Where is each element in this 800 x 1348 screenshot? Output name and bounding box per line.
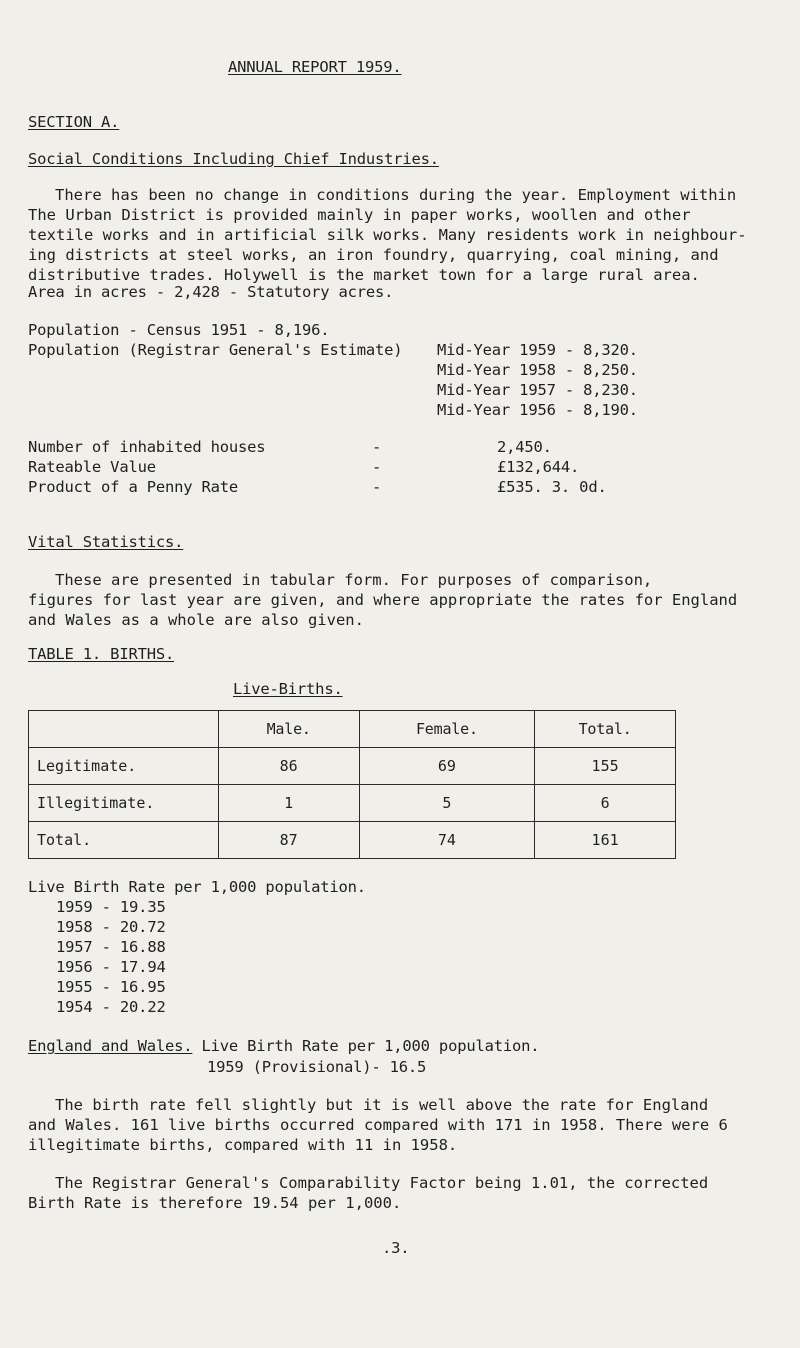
vital-line: figures for last year are given, and where appropriate the rates for England (28, 591, 738, 609)
england-wales-label: England and Wales. (28, 1037, 193, 1055)
factor-line: Birth Rate is therefore 19.54 per 1,000. (28, 1194, 402, 1212)
population-estimate-1959: Mid-Year 1959 - 8,320. (437, 341, 638, 359)
table-cell: 86 (218, 748, 359, 785)
table-row (29, 822, 676, 859)
england-wales-line (28, 1037, 539, 1055)
intro-paragraph (28, 185, 747, 285)
fact-label: Rateable Value (28, 458, 156, 476)
intro-line: distributive trades. Holywell is the market town for a large rural area. (28, 266, 700, 284)
fact-value: £132,644. (497, 458, 580, 476)
england-wales-provisional: 1959 (Provisional)- 16.5 (207, 1058, 427, 1076)
population-estimate-1957: Mid-Year 1957 - 8,230. (437, 381, 638, 399)
fact-value: £535. 3. 0d. (497, 478, 607, 496)
table-row-label: Legitimate. (29, 748, 219, 785)
factor-paragraph (28, 1173, 728, 1213)
table-heading: TABLE 1. BIRTHS. (28, 645, 175, 663)
table-cell: 6 (535, 785, 676, 822)
england-wales-text: Live Birth Rate per 1,000 population. (192, 1037, 540, 1055)
table-header-row (29, 711, 676, 748)
table-row (29, 748, 676, 785)
table-row (29, 785, 676, 822)
vital-line: and Wales as a whole are also given. (28, 611, 364, 629)
population-estimate-1958: Mid-Year 1958 - 8,250. (437, 361, 638, 379)
subsection-heading: Social Conditions Including Chief Industries. (28, 150, 439, 168)
comment-line: and Wales. 161 live births occurred compared with 171 in 1958. There were 6 (28, 1116, 728, 1134)
population-census: Population - Census 1951 - 8,196. (28, 321, 330, 339)
fact-label: Product of a Penny Rate (28, 478, 239, 496)
fact-dash: - (372, 438, 382, 456)
intro-line: There has been no change in conditions during the year. Employment within (55, 186, 737, 204)
fact-dash: - (372, 478, 382, 496)
table-cell: 1 (218, 785, 359, 822)
birth-rate-year: 1956 - 17.94 (56, 958, 166, 976)
population-estimate-label: Population (Registrar General's Estimate) (28, 341, 403, 359)
table-row-label: Total. (29, 822, 219, 859)
birth-rate-year: 1959 - 19.35 (56, 898, 166, 916)
birth-rate-year: 1954 - 20.22 (56, 998, 166, 1016)
vital-paragraph (28, 570, 738, 630)
table-cell: 155 (535, 748, 676, 785)
fact-dash: - (372, 458, 382, 476)
births-table (28, 710, 676, 859)
section-heading: SECTION A. (28, 113, 120, 131)
comment-line: illegitimate births, compared with 11 in 1958. (28, 1136, 458, 1154)
fact-label: Number of inhabited houses (28, 438, 266, 456)
population-estimate-1956: Mid-Year 1956 - 8,190. (437, 401, 638, 419)
table-cell: 161 (535, 822, 676, 859)
table-header-cell: Total. (535, 711, 676, 748)
birth-rate-year: 1957 - 16.88 (56, 938, 166, 956)
intro-line: textile works and in artificial silk works. Many residents work in neighbour- (28, 226, 747, 244)
birth-rate-heading: Live Birth Rate per 1,000 population. (28, 878, 366, 896)
table-cell: 74 (359, 822, 535, 859)
comment-paragraph (28, 1095, 728, 1155)
table-cell: 87 (218, 822, 359, 859)
vital-line: These are presented in tabular form. For purposes of comparison, (55, 571, 653, 589)
comment-line: The birth rate fell slightly but it is well above the rate for England (55, 1096, 709, 1114)
birth-rate-year: 1958 - 20.72 (56, 918, 166, 936)
intro-line: The Urban District is provided mainly in paper works, woollen and other (28, 206, 691, 224)
intro-line: ing districts at steel works, an iron foundry, quarrying, coal mining, and (28, 246, 719, 264)
birth-rate-year: 1955 - 16.95 (56, 978, 166, 996)
report-title: ANNUAL REPORT 1959. (228, 58, 402, 76)
area-line: Area in acres - 2,428 - Statutory acres. (28, 283, 394, 301)
fact-value: 2,450. (497, 438, 552, 456)
table-header-cell (29, 711, 219, 748)
table-header-cell: Female. (359, 711, 535, 748)
page-number: .3. (382, 1239, 410, 1257)
table-cell: 69 (359, 748, 535, 785)
table-header-cell: Male. (218, 711, 359, 748)
vital-statistics-heading: Vital Statistics. (28, 533, 184, 551)
table-cell: 5 (359, 785, 535, 822)
factor-line: The Registrar General's Comparability Factor being 1.01, the corrected (55, 1174, 709, 1192)
table-caption: Live-Births. (233, 680, 343, 698)
table-row-label: Illegitimate. (29, 785, 219, 822)
